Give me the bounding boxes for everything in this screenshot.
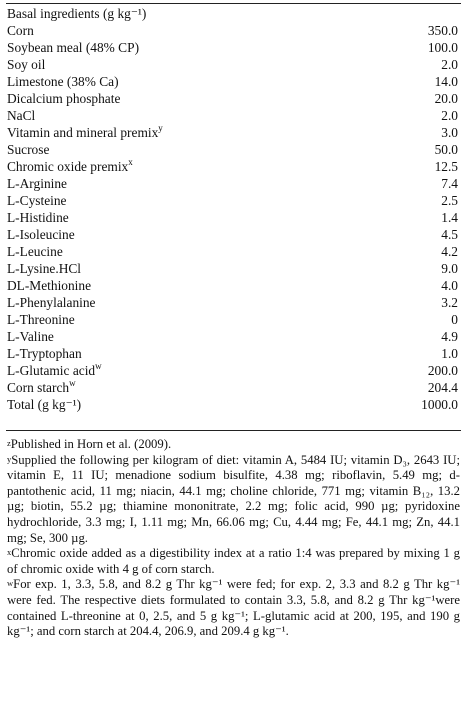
ingredient-label-cell: [7, 175, 371, 192]
ingredient-value: 3.2: [441, 295, 458, 310]
ingredients-table: [7, 5, 459, 413]
ingredient-label-cell: [7, 379, 371, 396]
table-row: [7, 141, 459, 158]
table-row: [7, 124, 459, 141]
ingredient-label: L-Isoleucine: [7, 227, 75, 242]
table-row: [7, 294, 459, 311]
ingredient-label: Sucrose: [7, 142, 50, 157]
ingredient-label: NaCl: [7, 108, 36, 123]
ingredient-label-cell: [7, 56, 371, 73]
footnote-text: Chromic oxide added as a digestibility index at a ratio 1:4 was prepared by mixing 1 g of chromic oxide with 4 g of corn starch.: [7, 546, 460, 576]
ingredient-value: 12.5: [434, 159, 458, 174]
ingredient-label-cell: [7, 328, 371, 345]
table-row: [7, 56, 459, 73]
footnote-marker: x: [128, 156, 133, 167]
ingredient-label-cell: [7, 192, 371, 209]
ingredient-label-cell: [7, 260, 371, 277]
ingredient-label-cell: [7, 277, 371, 294]
footnote: [7, 437, 460, 453]
table-row: [7, 277, 459, 294]
ingredient-label: DL-Methionine: [7, 278, 92, 293]
footnote: [7, 577, 460, 639]
ingredient-value: 50.0: [434, 142, 458, 157]
ingredient-label: L-Arginine: [7, 176, 67, 191]
ingredient-value: 1.4: [441, 210, 458, 225]
ingredient-label-cell: [7, 73, 371, 90]
ingredient-label-cell: [7, 311, 371, 328]
ingredient-value: 200.0: [427, 363, 458, 378]
ingredient-value: 4.9: [441, 329, 458, 344]
table-row: [7, 209, 459, 226]
ingredient-label-cell: [7, 5, 371, 22]
ingredient-value: 4.5: [441, 227, 458, 242]
table-row: [7, 192, 459, 209]
table-row: [7, 22, 459, 39]
ingredient-value: 100.0: [427, 40, 458, 55]
ingredient-label: Chromic oxide premix: [7, 159, 129, 174]
footnote-marker: x: [7, 547, 12, 558]
ingredient-label: L-Lysine.HCl: [7, 261, 82, 276]
footnote-marker: y: [158, 122, 163, 133]
table-row: [7, 107, 459, 124]
ingredient-value: 9.0: [441, 261, 458, 276]
ingredient-value: 4.2: [441, 244, 458, 259]
footnote-marker: z: [7, 438, 11, 448]
ingredient-label-cell: [7, 90, 371, 107]
ingredient-label: Basal ingredients (g kg⁻¹): [7, 6, 147, 21]
ingredient-label: L-Cysteine: [7, 193, 67, 208]
ingredient-label-cell: [7, 294, 371, 311]
ingredient-label: L-Tryptophan: [7, 346, 82, 361]
ingredient-label-cell: [7, 158, 371, 175]
table-row: [7, 5, 459, 22]
table-row: [7, 362, 459, 379]
table-row: [7, 90, 459, 107]
ingredient-value: 0: [451, 312, 458, 327]
ingredient-value: 1.0: [441, 346, 458, 361]
footnote: [7, 546, 460, 577]
table-bottom-rule: [6, 430, 461, 431]
table-top-rule: [6, 3, 461, 4]
ingredient-label: Vitamin and mineral premix: [7, 125, 159, 140]
footnotes: [7, 437, 460, 640]
table-row: [7, 328, 459, 345]
ingredient-label: Dicalcium phosphate: [7, 91, 121, 106]
ingredient-label-cell: [7, 226, 371, 243]
ingredient-value: 2.0: [441, 57, 458, 72]
ingredient-label: L-Glutamic acid: [7, 363, 96, 378]
ingredient-label: Limestone (38% Ca): [7, 74, 119, 89]
table-row: [7, 226, 459, 243]
ingredient-label: L-Histidine: [7, 210, 69, 225]
table-row: [7, 260, 459, 277]
ingredient-label: L-Threonine: [7, 312, 75, 327]
ingredient-value: 2.5: [441, 193, 458, 208]
table-row: [7, 158, 459, 175]
footnote-text: For exp. 1, 3.3, 5.8, and 8.2 g Thr kg⁻¹ were fed; for exp. 2, 3.3 and 8.2 g Thr kg⁻¹ were fed. The respective diets formulated to contain 3.3, 5.8, and 8.2 g Thr kg⁻¹were contained L-threonine at 0, 2.5, and 5 g kg⁻¹; L-glutamic acid at 200, 195, and 190 g kg⁻¹; and corn starch at 204.4, 206.9, and 209.4 g kg⁻¹.: [7, 577, 460, 639]
ingredient-label-cell: [7, 107, 371, 124]
footnote-marker: w: [7, 578, 14, 589]
ingredient-label: L-Phenylalanine: [7, 295, 96, 310]
ingredient-label-cell: [7, 345, 371, 362]
ingredient-label-cell: [7, 141, 371, 158]
footnote-marker: w: [69, 377, 76, 388]
ingredient-label-cell: [7, 39, 371, 56]
ingredient-value: 20.0: [434, 91, 458, 106]
footnote: [7, 453, 460, 547]
ingredient-label-cell: [7, 209, 371, 226]
footnote-marker: w: [95, 360, 102, 371]
ingredient-value: 350.0: [427, 23, 458, 38]
table-row: [7, 311, 459, 328]
ingredient-label: Soy oil: [7, 57, 46, 72]
ingredient-value: 7.4: [441, 176, 458, 191]
table-row: [7, 39, 459, 56]
table-row: [7, 345, 459, 362]
ingredient-label: L-Valine: [7, 329, 54, 344]
table-row: [7, 175, 459, 192]
ingredient-value: 1000.0: [421, 397, 458, 412]
ingredient-value: 2.0: [441, 108, 458, 123]
ingredient-label: L-Leucine: [7, 244, 63, 259]
ingredient-value: 3.0: [441, 125, 458, 140]
footnote-text: Published in Horn et al. (2009).: [10, 437, 172, 451]
footnote-text: Supplied the following per kilogram of diet: vitamin A, 5484 IU; vitamin D₃, 2643 IU; vitamin E, 11 IU; menadione sodium bisulfite, 4.38 mg; riboflavin, 5.49 mg; d-pantothenic acid, 11 mg; niacin, 44.1 mg; choline chloride, 771 mg; vitamin B₁₂, 13.2 µg; biotin, 55.2 µg; thiamine mononitrate, 2.2 mg; folic acid, 990 µg; pyridoxine hydrochloride, 3.3 mg; I, 1.11 mg; Mn, 66.06 mg; Cu, 4.44 mg; Fe, 44.1 mg; Zn, 44.1 mg; Se, 300 µg.: [7, 452, 460, 545]
table-row: [7, 379, 459, 396]
table-row: [7, 243, 459, 260]
ingredient-label-cell: [7, 362, 371, 379]
table-row: [7, 73, 459, 90]
table-row: [7, 396, 459, 413]
ingredient-label-cell: [7, 124, 371, 141]
ingredient-label: Corn: [7, 23, 34, 38]
ingredient-label-cell: [7, 22, 371, 39]
ingredients-table-body: [7, 5, 459, 413]
ingredient-label: Soybean meal (48% CP): [7, 40, 140, 55]
ingredient-label-cell: [7, 396, 371, 413]
ingredient-label: Total (g kg⁻¹): [7, 397, 82, 412]
ingredient-value: 204.4: [427, 380, 458, 395]
ingredient-value: [371, 5, 459, 22]
ingredient-value: 14.0: [434, 74, 458, 89]
ingredient-label: Corn starch: [7, 380, 70, 395]
ingredient-label-cell: [7, 243, 371, 260]
footnote-marker: y: [7, 453, 12, 464]
ingredient-value: 4.0: [441, 278, 458, 293]
